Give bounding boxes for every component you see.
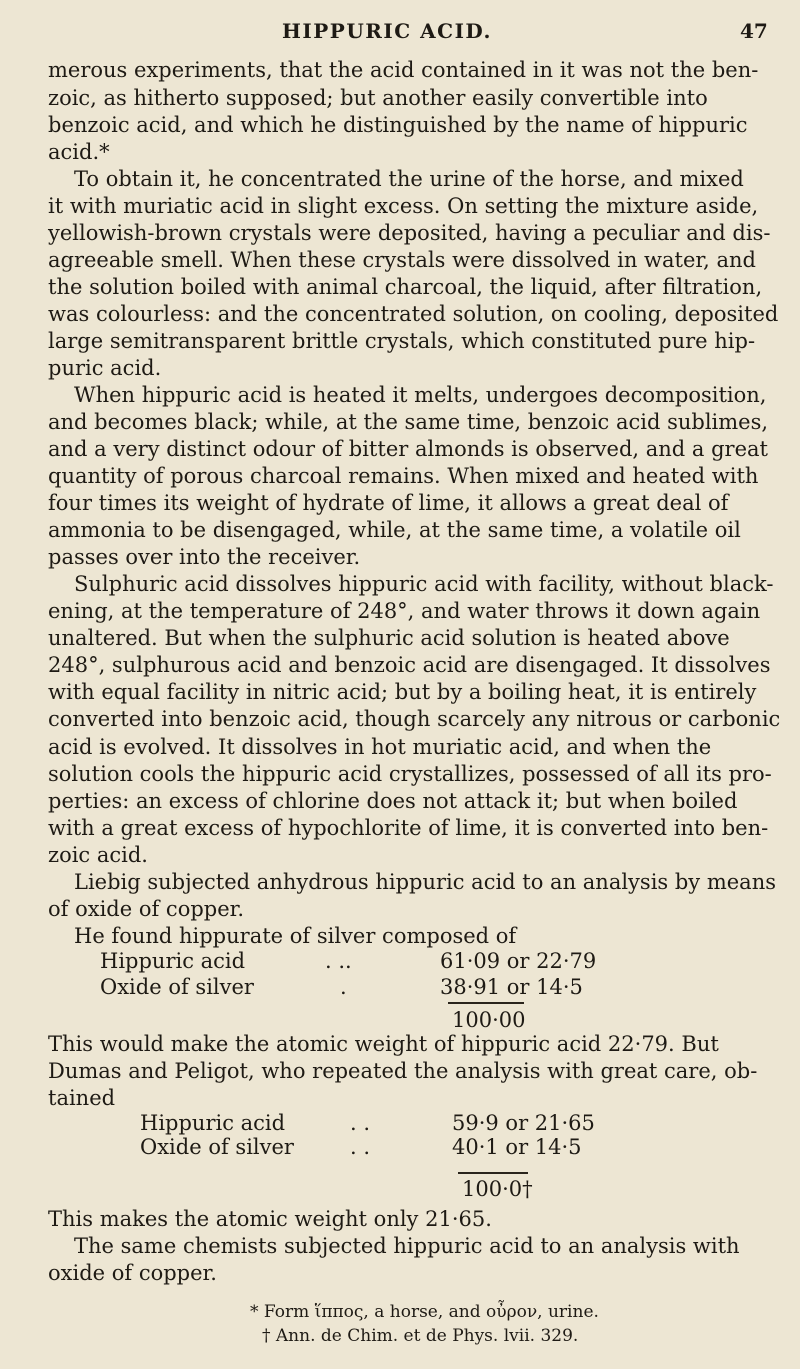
text-line: solution cools the hippuric acid crystallizes, possessed of all its pro-	[48, 761, 772, 786]
text-line: This makes the atomic weight only 21·65.	[48, 1207, 492, 1232]
text-line: zoic acid.	[48, 842, 148, 867]
text-line: with equal facility in nitric acid; but by a boiling heat, it is entirely	[48, 680, 757, 705]
table-row-value: 40·1 or 14·5	[452, 1135, 582, 1160]
table-row-value: 61·09 or 22·79	[440, 949, 597, 974]
sum-rule	[458, 1172, 528, 1174]
text-line: perties: an excess of chlorine does not attack it; but when boiled	[48, 788, 738, 813]
text-line: and a very distinct odour of bitter almonds is observed, and a great	[48, 437, 768, 462]
table-row-label: Oxide of silver	[140, 1135, 294, 1160]
table-row-value: 59·9 or 21·65	[452, 1111, 595, 1136]
text-line: was colourless: and the concentrated solution, on cooling, deposited	[48, 301, 779, 326]
text-line: of oxide of copper.	[48, 896, 245, 921]
text-line: quantity of porous charcoal remains. When mixed and heated with	[48, 464, 759, 489]
text-line: yellowish-brown crystals were deposited, having a peculiar and dis-	[48, 220, 771, 245]
table-row-dots: . .	[350, 1135, 371, 1160]
table-total: 100·00	[452, 1008, 526, 1033]
table-total: 100·0†	[462, 1177, 533, 1202]
text-line: ening, at the temperature of 248°, and water throws it down again	[48, 599, 761, 624]
text-line: merous experiments, that the acid contained in it was not the ben-	[48, 58, 759, 83]
text-line: tained	[48, 1086, 116, 1111]
footnote: † Ann. de Chim. et de Phys. lvii. 329.	[262, 1326, 579, 1347]
text-line: unaltered. But when the sulphuric acid solution is heated above	[48, 626, 730, 651]
text-line: large semitransparent brittle crystals, which constituted pure hip-	[48, 328, 756, 353]
text-line: ammonia to be disengaged, while, at the same time, a volatile oil	[48, 518, 741, 543]
text-line: To obtain it, he concentrated the urine of the horse, and mixed	[74, 166, 744, 191]
table-row-dots: .	[340, 974, 347, 999]
footnote: * Form ἵππος, a horse, and οὖρον, urine.	[250, 1302, 599, 1323]
text-line: Sulphuric acid dissolves hippuric acid with facility, without black-	[74, 572, 774, 597]
table-row-dots: . ..	[325, 949, 352, 974]
table-row-dots: . .	[350, 1111, 371, 1136]
page-header	[0, 19, 800, 51]
text-line: with a great excess of hypochlorite of lime, it is converted into ben-	[48, 815, 769, 840]
text-line: four times its weight of hydrate of lime, it allows a great deal of	[48, 491, 729, 516]
text-line: Liebig subjected anhydrous hippuric acid to an analysis by means	[74, 869, 777, 894]
text-line: The same chemists subjected hippuric acid to an analysis with	[74, 1234, 740, 1259]
running-title: HIPPURIC ACID.	[282, 18, 493, 43]
text-line: He found hippurate of silver composed of	[74, 923, 517, 948]
table-row-label: Oxide of silver	[100, 974, 254, 999]
table-row-value: 38·91 or 14·5	[440, 974, 583, 999]
text-line: 248°, sulphurous acid and benzoic acid are disengaged. It dissolves	[48, 653, 771, 678]
text-line: the solution boiled with animal charcoal, the liquid, after filtration,	[48, 274, 763, 299]
text-line: When hippuric acid is heated it melts, undergoes decomposition,	[74, 382, 767, 407]
table-row-label: Hippuric acid	[100, 949, 246, 974]
text-line: agreeable smell. When these crystals were dissolved in water, and	[48, 247, 756, 272]
sum-rule	[448, 1002, 524, 1004]
table-row-label: Hippuric acid	[140, 1111, 286, 1136]
text-line: puric acid.	[48, 355, 162, 380]
page-number: 47	[740, 18, 768, 43]
text-line: zoic, as hitherto supposed; but another easily convertible into	[48, 85, 708, 110]
text-line: converted into benzoic acid, though scarcely any nitrous or carbonic	[48, 707, 781, 732]
text-line: it with muriatic acid in slight excess. On setting the mixture aside,	[48, 193, 759, 218]
text-line: and becomes black; while, at the same time, benzoic acid sublimes,	[48, 410, 769, 434]
text-line: This would make the atomic weight of hippuric acid 22·79. But	[48, 1031, 719, 1056]
text-line: benzoic acid, and which he distinguished by the name of hippuric	[48, 112, 748, 137]
text-line: oxide of copper.	[48, 1261, 217, 1286]
text-line: acid.*	[48, 139, 110, 164]
text-line: acid is evolved. It dissolves in hot muriatic acid, and when the	[48, 734, 712, 759]
text-line: passes over into the receiver.	[48, 545, 361, 570]
text-line: Dumas and Peligot, who repeated the analysis with great care, ob-	[48, 1059, 758, 1084]
